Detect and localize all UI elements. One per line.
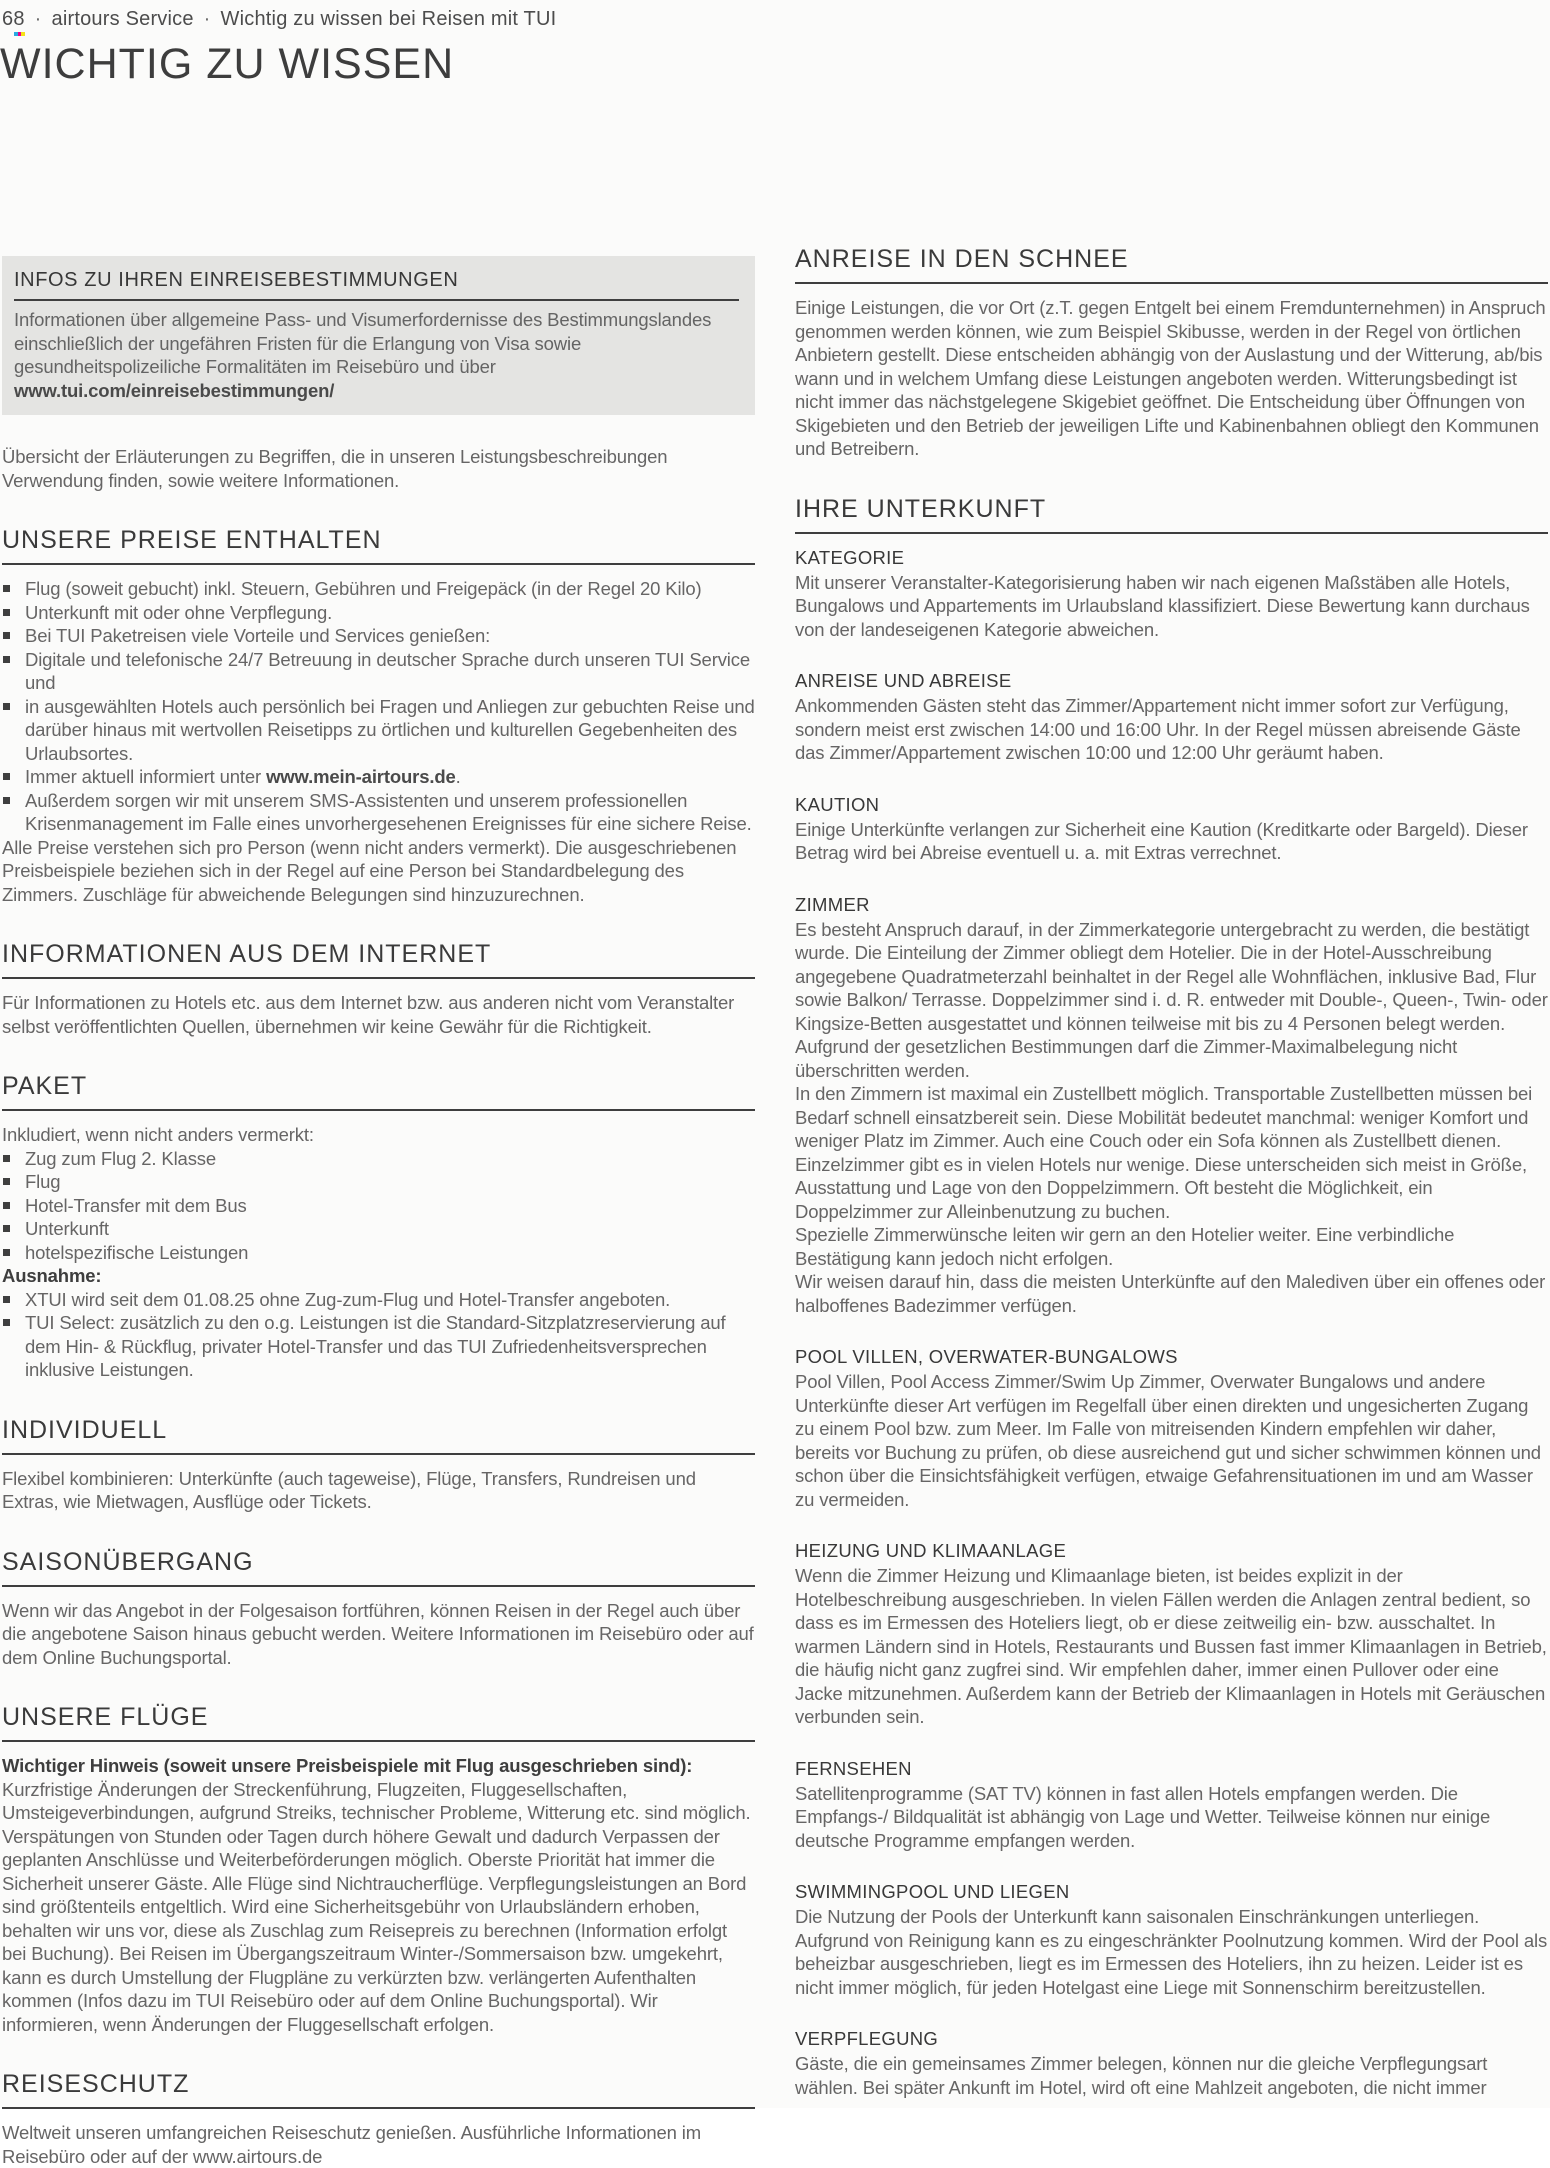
subsection-heading: POOL VILLEN, OVERWATER-BUNGALOWS <box>795 1346 1178 1367</box>
section-heading: IHRE UNTERKUNFT <box>795 495 1548 534</box>
section-body: Flexibel kombinieren: Unterkünfte (auch tageweise), Flüge, Transfers, Rundreisen und Extras, wie Mietwagen, Ausflüge oder Tickets. <box>2 1467 696 1512</box>
list-item: Hotel-Transfer mit dem Bus <box>2 1194 755 1218</box>
right-column <box>795 245 1548 2168</box>
subsection-heading: FERNSEHEN <box>795 1757 912 1779</box>
section-reiseschutz <box>2 2070 755 2168</box>
subsection-heading: HEIZUNG UND KLIMAANLAGE <box>795 1540 1067 1561</box>
list-item-text: . <box>455 766 461 787</box>
section-heading: UNSERE PREISE ENTHALTEN <box>2 526 755 565</box>
list-item: Zug zum Flug 2. Klasse <box>2 1147 755 1171</box>
section-anreise-in-den-schnee <box>795 245 1548 461</box>
section-body: Kurzfristige Änderungen der Streckenführung, Flugzeiten, Fluggesellschaften, Umsteigeverbindungen, aufgrund Streiks, technischer Probleme, Witterung etc. sind möglich. Verspätungen von Stunden oder Tagen durch höhere Gewalt und dadurch Verpassen der geplanten Anschlüsse und Weiterbeförderungen möglich. Oberste Priorität hat immer die Sicherheit unserer Gäste. Alle Flüge sind Nichtraucherflüge. Verpflegungsleistungen an Bord sind größtenteils entgeltlich. Wird eine Sicherheitsgebühr von Urlaubsländern erhoben, behalten wir uns vor, diese als Zuschlag zum Reisepreis zu berechnen (Information erfolgt bei Buchung). Bei Reisen im Übergangszeitraum Winter-/Sommersaison bzw. umgekehrt, kann es durch Umstellung der Flugpläne zu verkürzten bzw. verlängerten Aufenthalten kommen (Infos dazu im TUI Reisebüro oder auf dem Online Buchungsportal). Wir informieren, wenn Änderungen der Fluggesellschaft erfolgen. <box>2 1778 751 2035</box>
entry-requirements-info-box <box>2 256 755 415</box>
subsection-verpflegung <box>795 2027 1548 2099</box>
section-heading: ANREISE IN DEN SCHNEE <box>795 245 1548 284</box>
subsection-anreise-und-abreise <box>795 669 1548 765</box>
list-item: Unterkunft mit oder ohne Verpflegung. <box>2 601 755 625</box>
reiseschutz-text: Weltweit unseren umfangreichen Reiseschutz genießen. Ausführliche Informationen im Reisebüro oder auf der <box>2 2122 701 2167</box>
subsection-heading: VERPFLEGUNG <box>795 2028 939 2049</box>
print-color-mark-icon <box>14 32 25 40</box>
tui-entry-requirements-link[interactable]: www.tui.com/einreisebestimmungen/ <box>14 379 335 401</box>
page-number: 68 <box>2 8 25 30</box>
section-heading: INDIVIDUELL <box>2 1416 755 1455</box>
info-box-text <box>14 308 739 402</box>
section-saisonuebergang <box>2 1548 755 1670</box>
breadcrumb-topic: Wichtig zu wissen bei Reisen mit TUI <box>220 8 557 30</box>
subsection-heading: KAUTION <box>795 793 880 815</box>
list-item: Flug (soweit gebucht) inkl. Steuern, Gebühren und Freigepäck (in der Regel 20 Kilo) <box>2 577 755 601</box>
exception-bullet-list <box>2 1288 755 1382</box>
subsection-body: Pool Villen, Pool Access Zimmer/Swim Up Zimmer, Overwater Bungalows und andere Unterkünfte dieser Art verfügen im Regelfall über einen direkten und ungesicherten Zugang zu einem Pool bzw. zum Meer. Im Falle von mitreisenden Kindern empfehlen wir daher, bereits vor Buchung zu prüfen, ob diese ausreichend gut und sicher schwimmen können und schon über die Einsichtsfähigkeit verfügen, etwaige Gefahrensituationen im und am Wasser zu vermeiden. <box>795 1371 1541 1510</box>
list-item: hotelspezifische Leistungen <box>2 1241 755 1265</box>
section-unsere-fluege <box>2 1703 755 2036</box>
intro-paragraph: Übersicht der Erläuterungen zu Begriffen, die in unseren Leistungsbeschreibungen Verwendung finden, sowie weitere Informationen. <box>2 446 668 491</box>
section-informationen-internet <box>2 940 755 1038</box>
list-item: Außerdem sorgen wir mit unserem SMS-Assistenten und unserem professionellen Krisenmanagement im Falle eines unvorhergesehenen Ereignisses für eine sichere Reise. <box>2 789 755 836</box>
subsection-body: In den Zimmern ist maximal ein Zustellbett möglich. Transportable Zustellbetten müssen bei Bedarf schnell einsatzbereit sein. Diese Mobilität bedeutet manchmal: weniger Komfort und weniger Platz im Zimmer. Auch eine Couch oder ein Sofa können als Zustellbett dienen. Einzelzimmer gibt es in vielen Hotels nur wenige. Diese unterscheiden sich meist in Größe, Ausstattung und Lage von den Doppelzimmern. Oft besteht die Möglichkeit, ein Doppelzimmer zur Alleinbenutzung zu buchen. <box>795 1083 1533 1222</box>
subsection-heading: ZIMMER <box>795 893 870 915</box>
info-box-body-text: Informationen über allgemeine Pass- und Visumerfordernisse des Bestimmungslandes einschließlich der ungefähren Fristen für die Erlangung von Visa sowie gesundheitspolizeiliche Formalitäten im Reisebüro und über <box>14 309 712 377</box>
section-heading: PAKET <box>2 1072 755 1111</box>
list-item: XTUI wird seit dem 01.08.25 ohne Zug-zum-Flug und Hotel-Transfer angeboten. <box>2 1288 755 1312</box>
breadcrumb-section: airtours Service <box>51 8 194 30</box>
subsection-body: Wenn die Zimmer Heizung und Klimaanlage bieten, ist beides explizit in der Hotelbeschreibung ausgeschrieben. In vielen Fällen werden die Anlagen zentral bedient, so dass es im Ermessen des Hoteliers liegt, ob er diese zeitweilig ein- bzw. ausschaltet. In warmen Ländern sind in Hotels, Restaurants und Bussen fast immer Klimaanlagen in Betrieb, die häufig nicht ganz zugfrei sind. Wir empfehlen daher, immer einen Pullover oder eine Jacke mitzunehmen. Außerdem kann der Betrieb der Klimaanlagen in Hotels mit Geräuschen verbunden sein. <box>795 1565 1547 1727</box>
list-item: Flug <box>2 1170 755 1194</box>
subsection-kaution <box>795 793 1548 865</box>
subsection-kategorie <box>795 546 1548 642</box>
list-item-text: Immer aktuell informiert unter <box>25 766 267 787</box>
subsection-zimmer <box>795 893 1548 1318</box>
page-title: WICHTIG ZU WISSEN <box>0 40 455 88</box>
paket-intro: Inkludiert, wenn nicht anders vermerkt: <box>2 1124 314 1145</box>
fluege-lead: Wichtiger Hinweis (soweit unsere Preisbeispiele mit Flug ausgeschrieben sind): <box>2 1755 693 1776</box>
section-paket <box>2 1072 755 1382</box>
breadcrumb-separator: · <box>203 8 211 30</box>
prices-bullet-list <box>2 577 755 836</box>
prices-note: Alle Preise verstehen sich pro Person (wenn nicht anders vermerkt). Die ausgeschriebenen Preisbeispiele beziehen sich in der Regel auf eine Person bei Standardbelegung des Zimmers. Zuschläge für abweichende Belegungen sind hinzuzurechnen. <box>2 836 737 905</box>
section-heading: REISESCHUTZ <box>2 2070 755 2109</box>
section-body <box>2 2121 755 2168</box>
section-body: Einige Leistungen, die vor Ort (z.T. gegen Entgelt bei einem Fremdunternehmen) in Anspruch genommen werden können, wie zum Beispiel Skibusse, werden in der Regel von örtlichen Anbietern gestellt. Diese entscheiden abhängig von der Auslastung und der Witterung, ab/bis wann und in welchem Umfang diese Leistungen angeboten werden. Witterungsbedingt ist nicht immer das nächstgelegene Skigebiet geöffnet. Die Entscheidung über Öffnungen von Skigebieten und den Betrieb der jeweiligen Lifte und Kabinenbahnen obliegt den Kommunen und Betreibern. <box>795 297 1546 459</box>
subsection-body: Wir weisen darauf hin, dass die meisten Unterkünfte auf den Malediven über ein offenes oder halboffenes Badezimmer verfügen. <box>795 1271 1546 1316</box>
subsection-fernsehen <box>795 1757 1548 1853</box>
list-item: Unterkunft <box>2 1217 755 1241</box>
subsection-body: Satellitenprogramme (SAT TV) können in fast allen Hotels empfangen werden. Die Empfangs-/ Bildqualität ist abhängig von Lage und Wetter. Teilweise können nur einige deutsche Programme empfangen werden. <box>795 1782 1491 1851</box>
subsection-body: Einige Unterkünfte verlangen zur Sicherheit eine Kaution (Kreditkarte oder Bargeld). Dieser Betrag wird bei Abreise eventuell u. a. mit Extras verrechnet. <box>795 818 1528 863</box>
section-individuell <box>2 1416 755 1514</box>
section-heading: INFORMATIONEN AUS DEM INTERNET <box>2 940 755 979</box>
subsection-body: Es besteht Anspruch darauf, in der Zimmerkategorie untergebracht zu werden, die bestätigt wurde. Die Einteilung der Zimmer obliegt dem Hotelier. Die in der Hotel-Ausschreibung angegebene Quadratmeterzahl beinhaltet in der Regel alle Wohnflächen, inklusive Bad, Flur sowie Balkon/ Terrasse. Doppelzimmer sind i. d. R. entweder mit Double-, Queen-, Twin- oder Kingsize-Betten ausgestattet und können teilweise mit bis zu 4 Personen belegt werden. Aufgrund der gesetzlichen Bestimmungen darf die Zimmer-Maximalbelegung nicht überschritten werden. <box>795 918 1548 1081</box>
subsection-body: Die Nutzung der Pools der Unterkunft kann saisonalen Einschränkungen unterliegen. Aufgrund von Reinigung kann es zu eingeschränkter Poolnutzung kommen. Wird der Pool als beheizbar ausgeschrieben, liegt es im Ermessen des Hoteliers, ihn zu heizen. Leider ist es nicht immer möglich, für jeden Hotelgast eine Liege mit Sonnenschirm bereitzustellen. <box>795 1906 1548 1998</box>
subsection-body: Spezielle Zimmerwünsche leiten wir gern an den Hotelier weiter. Eine verbindliche Bestätigung kann jedoch nicht erfolgen. <box>795 1224 1455 1269</box>
subsection-heading: SWIMMINGPOOL UND LIEGEN <box>795 1881 1070 1902</box>
mein-airtours-link[interactable]: www.mein-airtours.de <box>266 766 456 787</box>
section-unsere-preise <box>2 526 755 906</box>
info-box-heading: INFOS ZU IHREN EINREISEBESTIMMUNGEN <box>14 268 739 301</box>
left-column <box>2 245 755 2168</box>
section-body: Für Informationen zu Hotels etc. aus dem Internet bzw. aus anderen nicht vom Veranstalter selbst veröffentlichten Quellen, übernehmen wir keine Gewähr für die Richtigkeit. <box>2 992 735 1037</box>
exception-label: Ausnahme: <box>2 1265 102 1286</box>
list-item: Bei TUI Paketreisen viele Vorteile und Services genießen: <box>2 624 755 648</box>
section-body: Wenn wir das Angebot in der Folgesaison fortführen, können Reisen in der Regel auch über die angebotene Saison hinaus gebucht werden. Weitere Informationen im Reisebüro oder auf dem Online Buchungsportal. <box>2 1599 754 1668</box>
list-item: TUI Select: zusätzlich zu den o.g. Leistungen ist die Standard-Sitzplatzreservierung auf dem Hin- & Rückflug, privater Hotel-Transfer und das TUI Zufriedenheitsversprechen inklusive Leistungen. <box>2 1311 755 1382</box>
section-heading: SAISONÜBERGANG <box>2 1548 755 1587</box>
subsection-body: Gäste, die ein gemeinsames Zimmer belegen, können nur die gleiche Verpflegungsart wählen. Bei später Ankunft im Hotel, wird oft eine Mahlzeit angeboten, die nicht immer <box>795 2053 1488 2098</box>
subsection-heading: KATEGORIE <box>795 546 905 568</box>
list-item: Digitale und telefonische 24/7 Betreuung in deutscher Sprache durch unseren TUI Service und <box>2 648 755 695</box>
subsection-pool-villen-overwater-bungalows <box>795 1345 1548 1511</box>
subsection-swimmingpool-und-liegen <box>795 1880 1548 1999</box>
content-columns <box>2 245 1548 2168</box>
subsection-heading: ANREISE UND ABREISE <box>795 670 1012 691</box>
airtours-link[interactable]: www.airtours.de <box>192 2145 323 2167</box>
section-ihre-unterkunft <box>795 495 1548 2100</box>
list-item: in ausgewählten Hotels auch persönlich bei Fragen und Anliegen zur gebuchten Reise und darüber hinaus mit wertvollen Reisetipps zu örtlichen und kulturellen Gegebenheiten des Urlaubsortes. <box>2 695 755 766</box>
section-heading: UNSERE FLÜGE <box>2 1703 755 1742</box>
list-item <box>2 765 755 789</box>
breadcrumb-separator: · <box>34 8 42 30</box>
subsection-heizung-und-klimaanlage <box>795 1539 1548 1729</box>
subsection-body: Ankommenden Gästen steht das Zimmer/Appartement nicht immer sofort zur Verfügung, sondern meist erst zwischen 14:00 und 16:00 Uhr. In der Regel müssen abreisende Gäste das Zimmer/Appartement zwischen 10:00 und 12:00 Uhr geräumt haben. <box>795 695 1521 763</box>
subsection-body: Mit unserer Veranstalter-Kategorisierung haben wir nach eigenen Maßstäben alle Hotels, Bungalows und Appartements im Urlaubsland klassifiziert. Diese Bewertung kann durchaus von der landeseigenen Kategorie abweichen. <box>795 571 1530 640</box>
paket-bullet-list <box>2 1147 755 1265</box>
page-header <box>2 8 556 31</box>
